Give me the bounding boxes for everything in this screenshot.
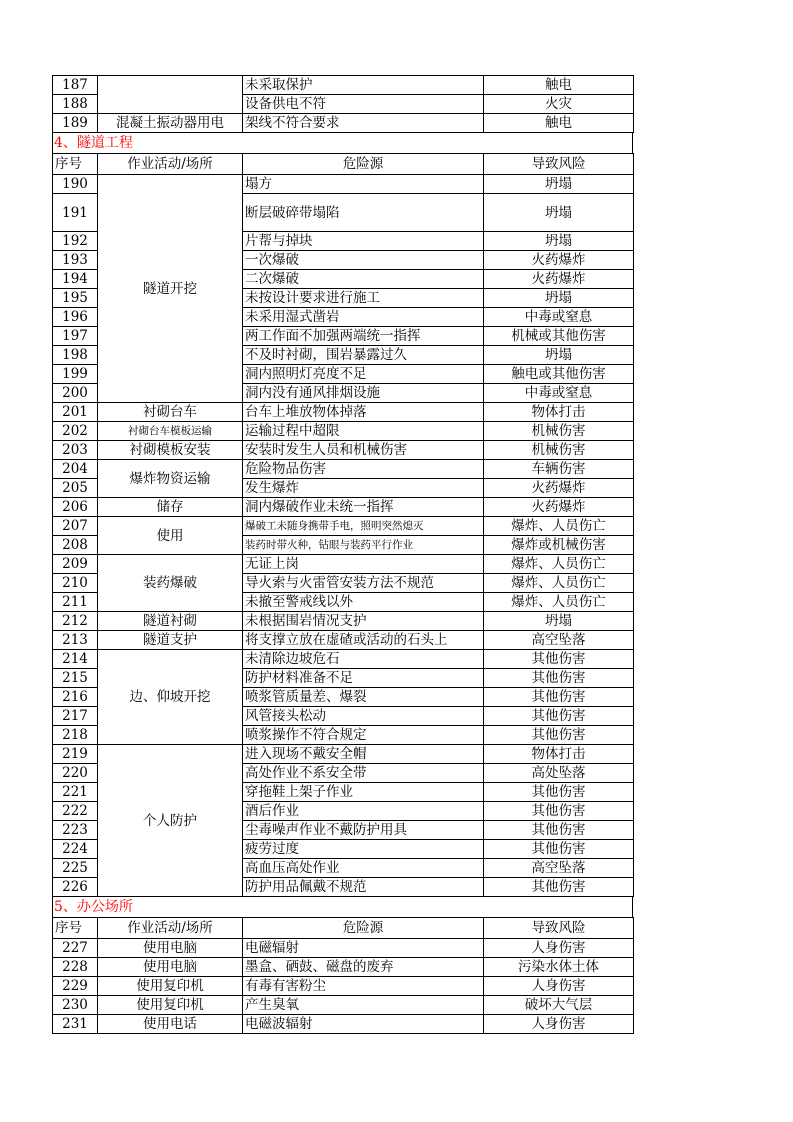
hazard-cell: 台车上堆放物体掉落: [243, 403, 484, 422]
risk-cell: 坍塌: [484, 194, 634, 232]
row-number: 196: [53, 308, 98, 327]
column-header-risk: 导致风险: [484, 918, 634, 939]
hazard-cell: 片帮与掉块: [243, 232, 484, 251]
activity-cell: 使用电脑: [98, 958, 243, 977]
risk-cell: 坍塌: [484, 612, 634, 631]
risk-table: [52, 75, 634, 133]
hazard-cell: 发生爆炸: [243, 479, 484, 498]
hazard-cell: 导火索与火雷管安装方法不规范: [243, 574, 484, 593]
row-number: 226: [53, 878, 98, 897]
activity-cell: 个人防护: [98, 745, 243, 897]
activity-cell: 混凝土振动器用电: [98, 114, 243, 133]
risk-cell: 火药爆炸: [484, 270, 634, 289]
table-header-row: [53, 154, 634, 175]
table-row: [53, 745, 634, 764]
row-number: 215: [53, 669, 98, 688]
activity-cell: 隧道衬砌: [98, 612, 243, 631]
row-number: 193: [53, 251, 98, 270]
risk-cell: 中毒或窒息: [484, 308, 634, 327]
risk-cell: 爆炸、人员伤亡: [484, 593, 634, 612]
risk-cell: 破坏大气层: [484, 996, 634, 1015]
hazard-cell: 塌方: [243, 175, 484, 194]
activity-cell: 使用复印机: [98, 977, 243, 996]
table-row: [53, 517, 634, 536]
hazard-cell: 洞内爆破作业未统一指挥: [243, 498, 484, 517]
activity-cell: [98, 76, 243, 114]
risk-cell: 物体打击: [484, 403, 634, 422]
risk-cell: 机械伤害: [484, 422, 634, 441]
row-number: 198: [53, 346, 98, 365]
risk-cell: 爆炸、人员伤亡: [484, 555, 634, 574]
risk-cell: 火药爆炸: [484, 251, 634, 270]
risk-cell: 火药爆炸: [484, 498, 634, 517]
hazard-cell: 架线不符合要求: [243, 114, 484, 133]
row-number: 224: [53, 840, 98, 859]
hazard-cell: 危险物品伤害: [243, 460, 484, 479]
row-number: 227: [53, 939, 98, 958]
risk-cell: 人身伤害: [484, 977, 634, 996]
hazard-cell: 防护材料准备不足: [243, 669, 484, 688]
row-number: 192: [53, 232, 98, 251]
row-number: 223: [53, 821, 98, 840]
risk-cell: 坍塌: [484, 289, 634, 308]
hazard-cell: 断层破碎带塌陷: [243, 194, 484, 232]
hazard-cell: 无证上岗: [243, 555, 484, 574]
hazard-cell: 高处作业不系安全带: [243, 764, 484, 783]
table-row: [53, 498, 634, 517]
hazard-cell: 一次爆破: [243, 251, 484, 270]
risk-cell: 人身伤害: [484, 1015, 634, 1034]
risk-cell: 物体打击: [484, 745, 634, 764]
risk-cell: 污染水体土体: [484, 958, 634, 977]
hazard-cell: 未按设计要求进行施工: [243, 289, 484, 308]
risk-table: [52, 917, 634, 1034]
hazard-cell: 风管接头松动: [243, 707, 484, 726]
row-number: 202: [53, 422, 98, 441]
hazard-cell: 未撤至警戒线以外: [243, 593, 484, 612]
table-row: [53, 555, 634, 574]
risk-cell: 火药爆炸: [484, 479, 634, 498]
risk-cell: 高空坠落: [484, 859, 634, 878]
hazard-cell: 有毒有害粉尘: [243, 977, 484, 996]
hazard-cell: 产生臭氧: [243, 996, 484, 1015]
hazard-cell: 喷浆操作不符合规定: [243, 726, 484, 745]
activity-cell: 衬砌台车: [98, 403, 243, 422]
table-row: [53, 422, 634, 441]
row-number: 203: [53, 441, 98, 460]
table-row: [53, 175, 634, 194]
hazard-cell: 运输过程中超限: [243, 422, 484, 441]
row-number: 207: [53, 517, 98, 536]
hazard-cell: 装药时带火种，钻眼与装药平行作业: [243, 536, 484, 555]
table-row: [53, 650, 634, 669]
table-row: [53, 996, 634, 1015]
activity-cell: 使用电脑: [98, 939, 243, 958]
row-number: 197: [53, 327, 98, 346]
row-number: 201: [53, 403, 98, 422]
hazard-cell: 未根据围岩情况支护: [243, 612, 484, 631]
table-row: [53, 76, 634, 95]
row-number: 191: [53, 194, 98, 232]
table-row: [53, 958, 634, 977]
hazard-cell: 穿拖鞋上架子作业: [243, 783, 484, 802]
column-header-activity: 作业活动/场所: [98, 154, 243, 175]
activity-cell: 边、仰坡开挖: [98, 650, 243, 745]
row-number: 228: [53, 958, 98, 977]
row-number: 212: [53, 612, 98, 631]
table-row: [53, 1015, 634, 1034]
row-number: 222: [53, 802, 98, 821]
risk-cell: 高处坠落: [484, 764, 634, 783]
hazard-cell: 未清除边坡危石: [243, 650, 484, 669]
row-number: 194: [53, 270, 98, 289]
column-header-hazard: 危险源: [243, 918, 484, 939]
activity-cell: 爆炸物资运输: [98, 460, 243, 498]
risk-cell: 坍塌: [484, 232, 634, 251]
hazard-cell: 进入现场不戴安全帽: [243, 745, 484, 764]
table-header-row: [53, 918, 634, 939]
row-number: 214: [53, 650, 98, 669]
hazard-cell: 设备供电不符: [243, 95, 484, 114]
hazard-cell: 两工作面不加强两端统一指挥: [243, 327, 484, 346]
risk-cell: 人身伤害: [484, 939, 634, 958]
risk-cell: 爆炸或机械伤害: [484, 536, 634, 555]
row-number: 189: [53, 114, 98, 133]
risk-cell: 中毒或窒息: [484, 384, 634, 403]
hazard-cell: 疲劳过度: [243, 840, 484, 859]
risk-cell: 其他伤害: [484, 802, 634, 821]
risk-cell: 其他伤害: [484, 669, 634, 688]
row-number: 229: [53, 977, 98, 996]
table-row: [53, 114, 634, 133]
hazard-cell: 安装时发生人员和机械伤害: [243, 441, 484, 460]
row-number: 218: [53, 726, 98, 745]
hazard-cell: 将支撑立放在虚碴或活动的石头上: [243, 631, 484, 650]
row-number: 210: [53, 574, 98, 593]
risk-cell: 火灾: [484, 95, 634, 114]
table-row: [53, 939, 634, 958]
hazard-cell: 洞内照明灯亮度不足: [243, 365, 484, 384]
activity-cell: 隧道支护: [98, 631, 243, 650]
risk-cell: 车辆伤害: [484, 460, 634, 479]
hazard-cell: 爆破工未随身携带手电，照明突然熄灭: [243, 517, 484, 536]
column-header-risk: 导致风险: [484, 154, 634, 175]
row-number: 217: [53, 707, 98, 726]
risk-cell: 其他伤害: [484, 650, 634, 669]
column-header-no: 序号: [53, 154, 98, 175]
risk-cell: 其他伤害: [484, 726, 634, 745]
row-number: 200: [53, 384, 98, 403]
row-number: 205: [53, 479, 98, 498]
risk-cell: 其他伤害: [484, 783, 634, 802]
row-number: 221: [53, 783, 98, 802]
risk-cell: 触电: [484, 114, 634, 133]
risk-cell: 机械或其他伤害: [484, 327, 634, 346]
row-number: 219: [53, 745, 98, 764]
row-number: 204: [53, 460, 98, 479]
activity-cell: 衬砌台车模板运输: [98, 422, 243, 441]
risk-cell: 坍塌: [484, 175, 634, 194]
risk-cell: 触电: [484, 76, 634, 95]
risk-cell: 爆炸、人员伤亡: [484, 574, 634, 593]
row-number: 187: [53, 76, 98, 95]
hazard-cell: 未采取保护: [243, 76, 484, 95]
risk-cell: 触电或其他伤害: [484, 365, 634, 384]
row-number: 195: [53, 289, 98, 308]
hazard-cell: 喷浆管质量差、爆裂: [243, 688, 484, 707]
row-number: 231: [53, 1015, 98, 1034]
row-number: 199: [53, 365, 98, 384]
risk-cell: 机械伤害: [484, 441, 634, 460]
section-title: 5、办公场所: [52, 897, 633, 917]
row-number: 220: [53, 764, 98, 783]
activity-cell: 储存: [98, 498, 243, 517]
activity-cell: 隧道开挖: [98, 175, 243, 403]
hazard-cell: 洞内没有通风排烟设施: [243, 384, 484, 403]
activity-cell: 使用: [98, 517, 243, 555]
row-number: 216: [53, 688, 98, 707]
hazard-cell: 二次爆破: [243, 270, 484, 289]
risk-table-sheet: [52, 75, 633, 1034]
hazard-cell: 墨盒、硒鼓、磁盘的废弃: [243, 958, 484, 977]
hazard-cell: 电磁辐射: [243, 939, 484, 958]
row-number: 209: [53, 555, 98, 574]
risk-cell: 其他伤害: [484, 878, 634, 897]
hazard-cell: 尘毒噪声作业不戴防护用具: [243, 821, 484, 840]
row-number: 190: [53, 175, 98, 194]
row-number: 211: [53, 593, 98, 612]
row-number: 213: [53, 631, 98, 650]
risk-cell: 爆炸、人员伤亡: [484, 517, 634, 536]
row-number: 225: [53, 859, 98, 878]
column-header-activity: 作业活动/场所: [98, 918, 243, 939]
table-row: [53, 460, 634, 479]
column-header-hazard: 危险源: [243, 154, 484, 175]
hazard-cell: 电磁波辐射: [243, 1015, 484, 1034]
risk-cell: 其他伤害: [484, 707, 634, 726]
risk-cell: 其他伤害: [484, 821, 634, 840]
risk-cell: 其他伤害: [484, 840, 634, 859]
table-row: [53, 403, 634, 422]
hazard-cell: 高血压高处作业: [243, 859, 484, 878]
hazard-cell: 未采用湿式凿岩: [243, 308, 484, 327]
column-header-no: 序号: [53, 918, 98, 939]
hazard-cell: 不及时衬砌，围岩暴露过久: [243, 346, 484, 365]
table-row: [53, 631, 634, 650]
section-title: 4、隧道工程: [52, 133, 633, 153]
activity-cell: 使用电话: [98, 1015, 243, 1034]
row-number: 206: [53, 498, 98, 517]
row-number: 208: [53, 536, 98, 555]
table-row: [53, 612, 634, 631]
row-number: 230: [53, 996, 98, 1015]
hazard-cell: 防护用品佩戴不规范: [243, 878, 484, 897]
table-row: [53, 977, 634, 996]
hazard-cell: 酒后作业: [243, 802, 484, 821]
activity-cell: 装药爆破: [98, 555, 243, 612]
risk-cell: 高空坠落: [484, 631, 634, 650]
risk-cell: 其他伤害: [484, 688, 634, 707]
activity-cell: 使用复印机: [98, 996, 243, 1015]
risk-table: [52, 153, 634, 897]
activity-cell: 衬砌模板安装: [98, 441, 243, 460]
row-number: 188: [53, 95, 98, 114]
risk-cell: 坍塌: [484, 346, 634, 365]
table-row: [53, 441, 634, 460]
